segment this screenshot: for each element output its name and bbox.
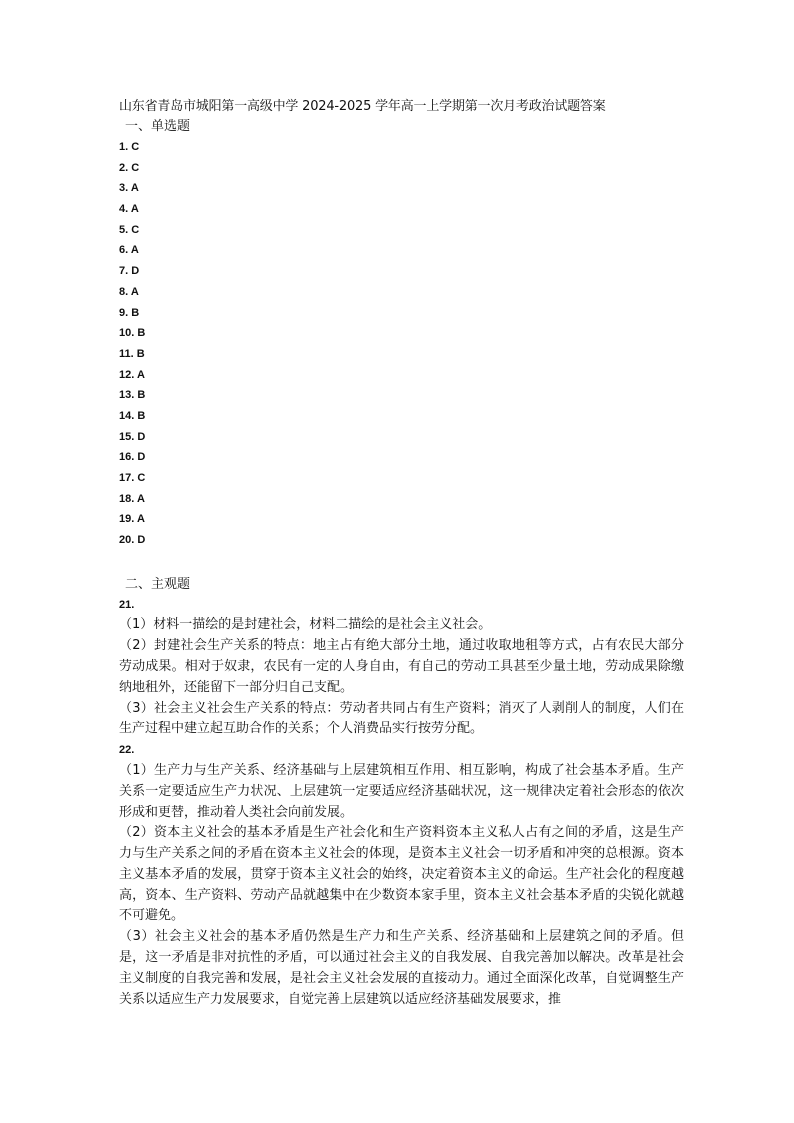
answer-item: 2. C [119,161,140,174]
question-number-22: 22. [119,744,135,757]
answer-item: 9. B [119,306,140,319]
answer-item: 6. A [119,244,139,257]
answer-list [119,137,684,551]
answer-item: 18. A [119,492,145,505]
document-page [119,97,684,1010]
answer-item: 4. A [119,203,139,216]
answer-item: 11. B [119,347,145,360]
answer-paragraph: （1）材料一描绘的是封建社会，材料二描绘的是社会主义社会。 [119,617,492,633]
answer-item: 17. C [119,472,146,484]
answer-item: 13. B [119,389,146,402]
answer-item: 15. D [119,430,146,443]
section-spacer [119,551,684,575]
answer-paragraph: （1）生产力与生产关系、经济基础与上层建筑相互作用、相互影响，构成了社会基本矛盾。生产关系一定要适应生产力状况、上层建筑一定要适应经济基础状况，这一规律决定着社会形态的依次形成和更替，推动着人类社会向前发展。 [119,762,684,820]
answer-item: 10. B [119,327,146,340]
answer-item: 19. A [119,513,145,526]
answer-item: 7. D [119,265,140,278]
answer-paragraph: （2）资本主义社会的基本矛盾是生产社会化和生产资料资本主义私人占有之间的矛盾，这是生产力与生产关系之间的矛盾在资本主义社会的体现，是资本主义社会一切矛盾和冲突的总根源。资本主义基本矛盾的发展，贯穿于资本主义社会的始终，决定着资本主义的命运。生产社会化的程度越高，资本、生产资料、劳动产品就越集中在少数资本家手里，资本主义社会基本矛盾的尖锐化就越不可避免。 [119,825,684,924]
answer-item: 20. D [119,534,146,547]
section-heading-subjective: 二、主观题 [125,576,191,592]
answer-item: 16. D [119,451,146,464]
answer-item: 5. C [119,223,140,236]
answer-paragraph: （3）社会主义社会的基本矛盾仍然是生产力和生产关系、经济基础和上层建筑之间的矛盾。但是，这一矛盾是非对抗性的矛盾，可以通过社会主义的自我发展、自我完善加以解决。改革是社会主义制度的自我完善和发展，是社会主义社会发展的直接动力。通过全面深化改革，自觉调整生产关系以适应生产力发展要求，自觉完善上层建筑以适应经济基础发展要求，推 [119,929,684,1007]
answer-paragraph: （3）社会主义社会生产关系的特点：劳动者共同占有生产资料；消灭了人剥削人的制度，人们在生产过程中建立起互助合作的关系；个人消费品实行按劳分配。 [119,700,684,737]
answer-item: 12. A [119,368,145,381]
answer-item: 14. B [119,409,146,422]
answer-item: 8. A [119,285,139,298]
answer-item: 1. C [119,141,140,153]
answer-item: 3. A [119,182,139,195]
answer-paragraph: （2）封建社会生产关系的特点：地主占有绝大部分土地，通过收取地租等方式，占有农民大部分劳动成果。相对于奴隶，农民有一定的人身自由，有自己的劳动工具甚至少量土地，劳动成果除缴纳地租外，还能留下一部分归自己支配。 [119,638,684,695]
document-title: 山东省青岛市城阳第一高级中学 2024-2025 学年高一上学期第一次月考政治试题答案 [119,99,606,114]
question-number-21: 21. [119,598,135,611]
section-heading-single-choice: 一、单选题 [125,119,191,134]
